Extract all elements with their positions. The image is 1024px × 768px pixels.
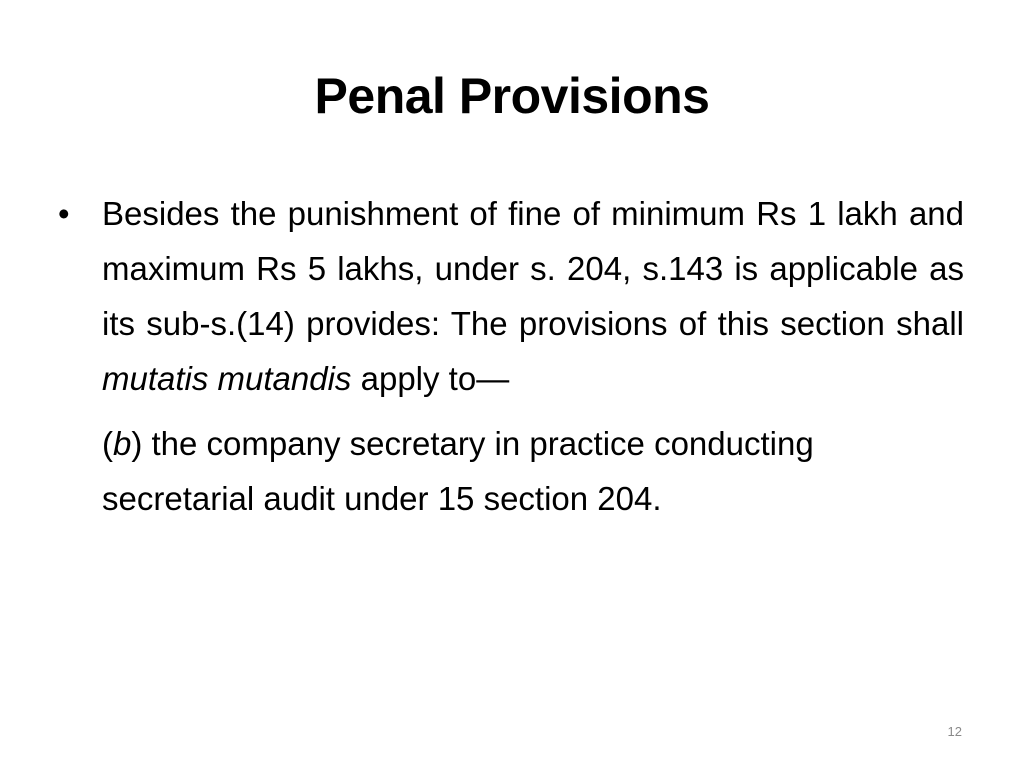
sub-paragraph-text: ) the company secretary in practice conducting secretarial audit under 15 section 204. — [102, 425, 814, 517]
bullet-text-end: apply to— — [360, 360, 510, 397]
slide-body — [58, 186, 964, 526]
sub-paragraph — [58, 416, 964, 526]
slide-number: 12 — [947, 724, 962, 739]
bullet-item — [58, 186, 964, 406]
italic-phrase: mutatis mutandis — [102, 360, 352, 397]
bullet-icon: • — [58, 195, 70, 232]
bullet-text — [102, 186, 964, 406]
bullet-text-main: Besides the punishment of fine of minimum Rs 1 lakh and maximum Rs 5 lakhs, under s. 204, s.143 is applicable as its sub-s.(14) provides: The provisions of this section shall — [102, 195, 964, 342]
sub-item-letter: b — [113, 425, 132, 462]
sub-open-paren: ( — [102, 425, 113, 462]
slide-title: Penal Provisions — [314, 68, 710, 124]
